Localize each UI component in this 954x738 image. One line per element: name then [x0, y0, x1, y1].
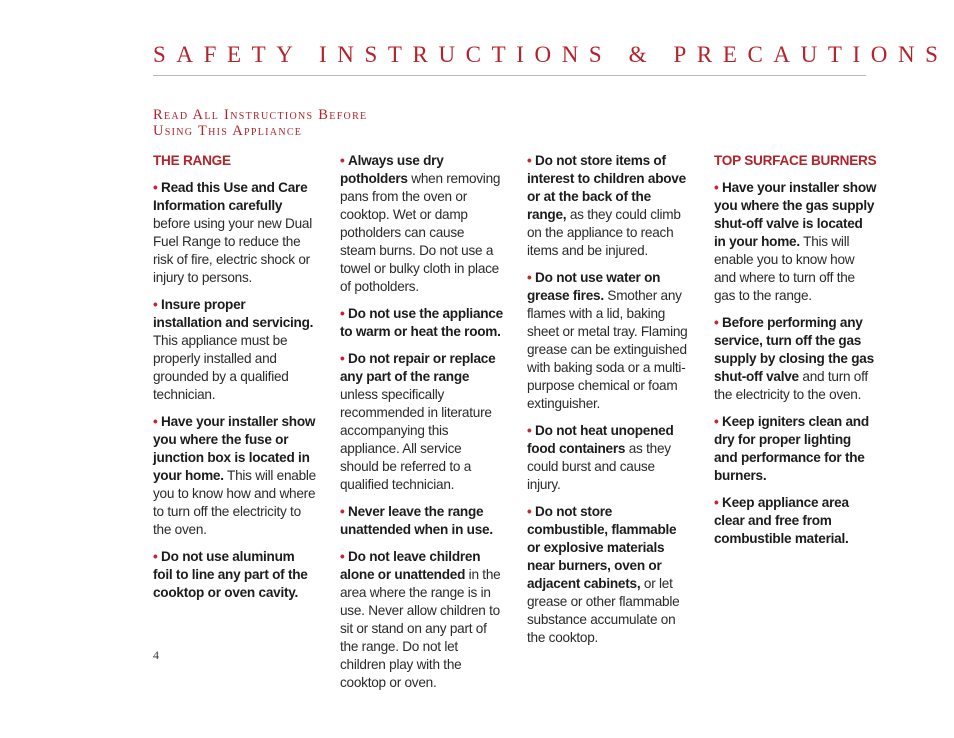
- bullet-icon: •: [714, 414, 719, 429]
- safety-item: [527, 269, 690, 413]
- column-storage-fire-safety: [527, 152, 690, 656]
- bullet-icon: •: [340, 153, 345, 168]
- title-divider: [153, 75, 866, 76]
- item-text: before using your new Dual Fuel Range to reduce the risk of fire, electric shock or injury to persons.: [153, 216, 312, 285]
- subheading-line: Read All Instructions Before: [153, 107, 368, 123]
- item-bold-text: Do not repair or replace any part of the range: [340, 351, 496, 384]
- bullet-icon: •: [153, 414, 158, 429]
- item-bold-text: Have your installer show you where the fuse or junction box is located in your home.: [153, 414, 316, 483]
- bullet-icon: •: [153, 180, 158, 195]
- item-bold-text: Before performing any service, turn off the gas supply by closing the gas shut-off valve: [714, 315, 874, 384]
- column-general-safety: [340, 152, 503, 701]
- safety-item: [714, 494, 877, 548]
- bullet-icon: •: [527, 504, 532, 519]
- bullet-icon: •: [714, 180, 719, 195]
- safety-item: [527, 422, 690, 494]
- safety-item: [714, 314, 877, 404]
- safety-item: [340, 152, 503, 296]
- item-bold-text: Do not use the appliance to warm or heat the room.: [340, 306, 503, 339]
- bullet-icon: •: [153, 297, 158, 312]
- safety-item: [714, 179, 877, 305]
- item-bold-text: Read this Use and Care Information carefully: [153, 180, 308, 213]
- item-bold-text: Insure proper installation and servicing.: [153, 297, 314, 330]
- item-text: as they could burst and cause injury.: [527, 441, 671, 492]
- section-subheading: [153, 107, 367, 139]
- item-text: and turn off the electricity to the oven.: [714, 369, 868, 402]
- subheading-line: Using This Appliance: [153, 123, 303, 139]
- safety-item: [527, 503, 690, 647]
- item-text: Smother any flames with a lid, baking sheet or metal tray. Flaming grease can be extinguished with baking soda or a multi-purpose chemical or foam extinguisher.: [527, 288, 688, 411]
- item-bold-text: Do not store items of interest to children above or at the back of the range,: [527, 153, 686, 222]
- item-text: This will enable you to know how and where to turn off the gas to the range.: [714, 234, 855, 303]
- safety-item: [153, 179, 316, 287]
- bullet-icon: •: [340, 549, 345, 564]
- item-text: This will enable you to know how and where to turn off the electricity to the oven.: [153, 468, 316, 537]
- bullet-icon: •: [527, 423, 532, 438]
- bullet-icon: •: [527, 153, 532, 168]
- safety-item: [340, 503, 503, 539]
- bullet-icon: •: [527, 270, 532, 285]
- column-heading: TOP SURFACE BURNERS: [714, 153, 877, 168]
- item-text: This appliance must be properly installed and grounded by a qualified technician.: [153, 333, 289, 402]
- page-title: SAFETY INSTRUCTIONS & PRECAUTIONS: [153, 42, 949, 67]
- item-bold-text: Do not use water on grease fires.: [527, 270, 661, 303]
- safety-item: [340, 548, 503, 692]
- item-bold-text: Do not use aluminum foil to line any part of the cooktop or oven cavity.: [153, 549, 308, 600]
- item-bold-text: Do not store combustible, flammable or explosive materials near burners, oven or adjacent cabinets,: [527, 504, 677, 591]
- bullet-icon: •: [714, 495, 719, 510]
- item-text: in the area where the range is in use. Never allow children to sit or stand on any part of the range. Do not let children play with the cooktop or oven.: [340, 567, 501, 690]
- safety-item: [153, 548, 316, 602]
- item-text: as they could climb on the appliance to reach items and be injured.: [527, 207, 681, 258]
- bullet-icon: •: [340, 306, 345, 321]
- bullet-icon: •: [714, 315, 719, 330]
- item-bold-text: Keep igniters clean and dry for proper lighting and performance for the burners.: [714, 414, 869, 483]
- item-text: or let grease or other flammable substance accumulate on the cooktop.: [527, 576, 680, 645]
- item-bold-text: Never leave the range unattended when in use.: [340, 504, 493, 537]
- column-heading: THE RANGE: [153, 153, 231, 168]
- safety-item: [153, 296, 316, 404]
- safety-item: [527, 152, 690, 260]
- safety-item: [340, 350, 503, 494]
- column-the-range: [153, 152, 316, 611]
- bullet-icon: •: [340, 351, 345, 366]
- item-bold-text: Always use dry potholders: [340, 153, 444, 186]
- safety-item: [340, 305, 503, 341]
- safety-item: [714, 413, 877, 485]
- item-bold-text: Do not heat unopened food containers: [527, 423, 674, 456]
- safety-item: [153, 413, 316, 539]
- column-top-surface-burners: [714, 152, 877, 557]
- item-text: when removing pans from the oven or cooktop. Wet or damp potholders can cause steam burns. Do not use a towel or bulky cloth in place of potholders.: [340, 171, 501, 294]
- item-bold-text: Have your installer show you where the gas supply shut-off valve is located in your home.: [714, 180, 877, 249]
- page-number: 4: [153, 648, 159, 662]
- item-text: unless specifically recommended in literature accompanying this appliance. All service should be referred to a qualified technician.: [340, 387, 492, 492]
- item-bold-text: Keep appliance area clear and free from combustible material.: [714, 495, 849, 546]
- bullet-icon: •: [153, 549, 158, 564]
- item-bold-text: Do not leave children alone or unattended: [340, 549, 481, 582]
- bullet-icon: •: [340, 504, 345, 519]
